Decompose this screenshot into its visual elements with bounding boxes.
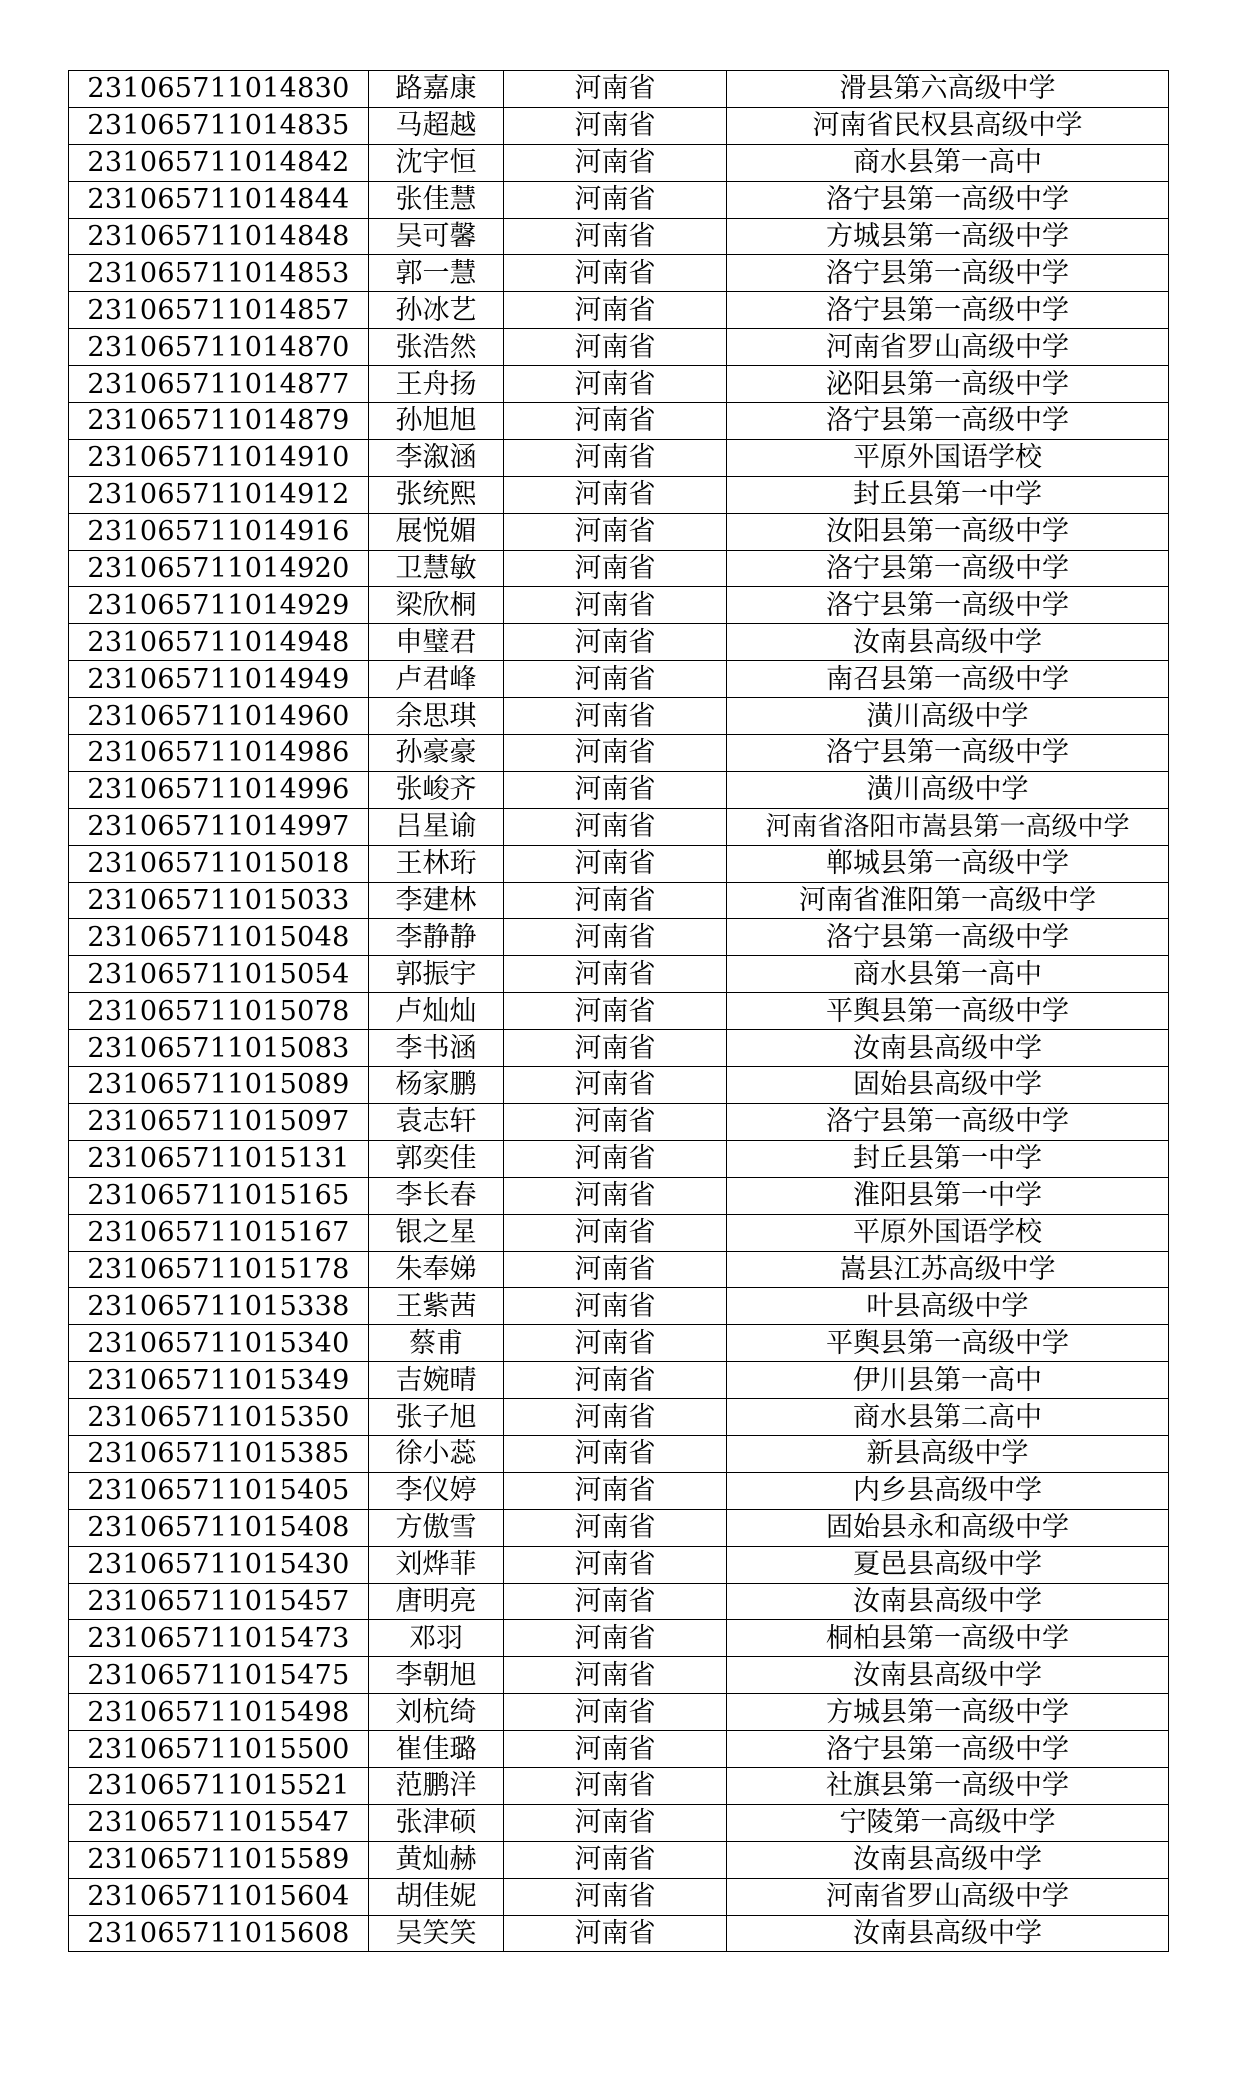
province-cell: 河南省 <box>504 1103 727 1140</box>
exam-id-cell: 231065711014916 <box>69 513 369 550</box>
exam-id-cell: 231065711014949 <box>69 661 369 698</box>
school-cell: 方城县第一高级中学 <box>727 1694 1169 1731</box>
school-cell: 平原外国语学校 <box>727 439 1169 476</box>
exam-id-cell: 231065711014997 <box>69 808 369 845</box>
student-name-cell: 李朝旭 <box>369 1657 504 1694</box>
student-name-cell: 郭奕佳 <box>369 1140 504 1177</box>
student-name-cell: 王林珩 <box>369 845 504 882</box>
exam-id-cell: 231065711015131 <box>69 1140 369 1177</box>
exam-id-cell: 231065711015475 <box>69 1657 369 1694</box>
exam-id-cell: 231065711015457 <box>69 1583 369 1620</box>
exam-id-cell: 231065711015018 <box>69 845 369 882</box>
province-cell: 河南省 <box>504 1804 727 1841</box>
province-cell: 河南省 <box>504 882 727 919</box>
table-row <box>69 439 1169 476</box>
province-cell: 河南省 <box>504 1620 727 1657</box>
school-cell: 社旗县第一高级中学 <box>727 1767 1169 1804</box>
student-name-cell: 袁志轩 <box>369 1103 504 1140</box>
table-row <box>69 771 1169 808</box>
table-row <box>69 1878 1169 1915</box>
school-cell: 夏邑县高级中学 <box>727 1546 1169 1583</box>
province-cell: 河南省 <box>504 1509 727 1546</box>
province-cell: 河南省 <box>504 1915 727 1952</box>
province-cell: 河南省 <box>504 624 727 661</box>
student-name-cell: 张峻齐 <box>369 771 504 808</box>
school-cell: 洛宁县第一高级中学 <box>727 255 1169 292</box>
school-cell: 伊川县第一高中 <box>727 1362 1169 1399</box>
school-cell: 固始县高级中学 <box>727 1067 1169 1104</box>
school-cell: 汝南县高级中学 <box>727 1583 1169 1620</box>
school-cell: 河南省民权县高级中学 <box>727 107 1169 144</box>
student-name-cell: 孙冰艺 <box>369 292 504 329</box>
school-cell: 潢川高级中学 <box>727 771 1169 808</box>
table-row <box>69 476 1169 513</box>
province-cell: 河南省 <box>504 144 727 181</box>
school-cell: 河南省淮阳第一高级中学 <box>727 882 1169 919</box>
student-name-cell: 唐明亮 <box>369 1583 504 1620</box>
table-row <box>69 1731 1169 1768</box>
province-cell: 河南省 <box>504 1694 727 1731</box>
student-name-cell: 杨家鹏 <box>369 1067 504 1104</box>
exam-id-cell: 231065711015165 <box>69 1177 369 1214</box>
student-name-cell: 余思琪 <box>369 698 504 735</box>
province-cell: 河南省 <box>504 1362 727 1399</box>
exam-id-cell: 231065711015178 <box>69 1251 369 1288</box>
student-name-cell: 卢君峰 <box>369 661 504 698</box>
school-cell: 封丘县第一中学 <box>727 476 1169 513</box>
student-name-cell: 孙旭旭 <box>369 403 504 440</box>
student-name-cell: 崔佳璐 <box>369 1731 504 1768</box>
table-row <box>69 1214 1169 1251</box>
school-cell: 洛宁县第一高级中学 <box>727 1731 1169 1768</box>
school-cell: 洛宁县第一高级中学 <box>727 550 1169 587</box>
school-cell: 河南省洛阳市嵩县第一高级中学 <box>727 808 1169 845</box>
student-name-cell: 徐小蕊 <box>369 1435 504 1472</box>
school-cell: 洛宁县第一高级中学 <box>727 403 1169 440</box>
school-cell: 洛宁县第一高级中学 <box>727 735 1169 772</box>
table-row <box>69 882 1169 919</box>
student-name-cell: 沈宇恒 <box>369 144 504 181</box>
table-row <box>69 698 1169 735</box>
student-name-cell: 李建林 <box>369 882 504 919</box>
exam-id-cell: 231065711015547 <box>69 1804 369 1841</box>
student-name-cell: 吉婉晴 <box>369 1362 504 1399</box>
student-name-cell: 申璧君 <box>369 624 504 661</box>
school-cell: 平原外国语学校 <box>727 1214 1169 1251</box>
student-name-cell: 马超越 <box>369 107 504 144</box>
province-cell: 河南省 <box>504 181 727 218</box>
table-row <box>69 1804 1169 1841</box>
exam-id-cell: 231065711014948 <box>69 624 369 661</box>
province-cell: 河南省 <box>504 1546 727 1583</box>
exam-id-cell: 231065711014848 <box>69 218 369 255</box>
table-row <box>69 624 1169 661</box>
exam-id-cell: 231065711014912 <box>69 476 369 513</box>
exam-id-cell: 231065711014857 <box>69 292 369 329</box>
school-cell: 汝阳县第一高级中学 <box>727 513 1169 550</box>
student-name-cell: 李溆涵 <box>369 439 504 476</box>
table-row <box>69 735 1169 772</box>
province-cell: 河南省 <box>504 1140 727 1177</box>
table-row <box>69 1435 1169 1472</box>
province-cell: 河南省 <box>504 1472 727 1509</box>
student-name-cell: 李书涵 <box>369 1030 504 1067</box>
school-cell: 河南省罗山高级中学 <box>727 1878 1169 1915</box>
province-cell: 河南省 <box>504 71 727 108</box>
province-cell: 河南省 <box>504 1251 727 1288</box>
table-row <box>69 1288 1169 1325</box>
province-cell: 河南省 <box>504 1841 727 1878</box>
exam-id-cell: 231065711015500 <box>69 1731 369 1768</box>
table-row <box>69 993 1169 1030</box>
exam-id-cell: 231065711015338 <box>69 1288 369 1325</box>
province-cell: 河南省 <box>504 366 727 403</box>
student-name-cell: 卢灿灿 <box>369 993 504 1030</box>
exam-id-cell: 231065711015604 <box>69 1878 369 1915</box>
province-cell: 河南省 <box>504 845 727 882</box>
school-cell: 商水县第一高中 <box>727 956 1169 993</box>
table-row <box>69 1915 1169 1952</box>
province-cell: 河南省 <box>504 255 727 292</box>
exam-id-cell: 231065711014870 <box>69 329 369 366</box>
province-cell: 河南省 <box>504 1583 727 1620</box>
table-row <box>69 550 1169 587</box>
exam-id-cell: 231065711015078 <box>69 993 369 1030</box>
school-cell: 汝南县高级中学 <box>727 1657 1169 1694</box>
table-row <box>69 1694 1169 1731</box>
student-name-cell: 郭一慧 <box>369 255 504 292</box>
province-cell: 河南省 <box>504 218 727 255</box>
exam-id-cell: 231065711014879 <box>69 403 369 440</box>
exam-id-cell: 231065711015405 <box>69 1472 369 1509</box>
province-cell: 河南省 <box>504 1878 727 1915</box>
student-name-cell: 吴可馨 <box>369 218 504 255</box>
province-cell: 河南省 <box>504 1288 727 1325</box>
student-name-cell: 郭振宇 <box>369 956 504 993</box>
exam-id-cell: 231065711014844 <box>69 181 369 218</box>
school-cell: 封丘县第一中学 <box>727 1140 1169 1177</box>
student-name-cell: 李静静 <box>369 919 504 956</box>
student-name-cell: 路嘉康 <box>369 71 504 108</box>
student-name-cell: 李仪婷 <box>369 1472 504 1509</box>
province-cell: 河南省 <box>504 476 727 513</box>
exam-id-cell: 231065711015589 <box>69 1841 369 1878</box>
province-cell: 河南省 <box>504 1435 727 1472</box>
table-row <box>69 587 1169 624</box>
exam-id-cell: 231065711014830 <box>69 71 369 108</box>
school-cell: 汝南县高级中学 <box>727 1915 1169 1952</box>
student-name-cell: 黄灿赫 <box>369 1841 504 1878</box>
table-row <box>69 1767 1169 1804</box>
school-cell: 平舆县第一高级中学 <box>727 993 1169 1030</box>
student-name-cell: 张统熙 <box>369 476 504 513</box>
school-cell: 方城县第一高级中学 <box>727 218 1169 255</box>
province-cell: 河南省 <box>504 1030 727 1067</box>
table-row <box>69 661 1169 698</box>
exam-id-cell: 231065711014920 <box>69 550 369 587</box>
student-name-cell: 孙豪豪 <box>369 735 504 772</box>
table-row <box>69 292 1169 329</box>
school-cell: 嵩县江苏高级中学 <box>727 1251 1169 1288</box>
student-name-cell: 吕星谕 <box>369 808 504 845</box>
school-cell: 滑县第六高级中学 <box>727 71 1169 108</box>
student-name-cell: 范鹏洋 <box>369 1767 504 1804</box>
exam-id-cell: 231065711015054 <box>69 956 369 993</box>
exam-id-cell: 231065711015608 <box>69 1915 369 1952</box>
student-name-cell: 卫慧敏 <box>369 550 504 587</box>
table-row <box>69 1841 1169 1878</box>
province-cell: 河南省 <box>504 698 727 735</box>
table-row <box>69 1620 1169 1657</box>
exam-id-cell: 231065711014853 <box>69 255 369 292</box>
table-row <box>69 1657 1169 1694</box>
table-row <box>69 956 1169 993</box>
exam-id-cell: 231065711015349 <box>69 1362 369 1399</box>
school-cell: 潢川高级中学 <box>727 698 1169 735</box>
province-cell: 河南省 <box>504 1731 727 1768</box>
exam-id-cell: 231065711014910 <box>69 439 369 476</box>
exam-id-cell: 231065711015083 <box>69 1030 369 1067</box>
province-cell: 河南省 <box>504 292 727 329</box>
roster-table <box>68 70 1169 1952</box>
table-row <box>69 255 1169 292</box>
table-row <box>69 218 1169 255</box>
school-cell: 汝南县高级中学 <box>727 1841 1169 1878</box>
table-row <box>69 1362 1169 1399</box>
table-row <box>69 845 1169 882</box>
student-name-cell: 展悦媚 <box>369 513 504 550</box>
table-row <box>69 1067 1169 1104</box>
province-cell: 河南省 <box>504 808 727 845</box>
exam-id-cell: 231065711014842 <box>69 144 369 181</box>
student-name-cell: 王紫茜 <box>369 1288 504 1325</box>
student-name-cell: 张津硕 <box>369 1804 504 1841</box>
student-name-cell: 吴笑笑 <box>369 1915 504 1952</box>
table-row <box>69 144 1169 181</box>
school-cell: 洛宁县第一高级中学 <box>727 181 1169 218</box>
school-cell: 新县高级中学 <box>727 1435 1169 1472</box>
school-cell: 洛宁县第一高级中学 <box>727 292 1169 329</box>
school-cell: 淮阳县第一中学 <box>727 1177 1169 1214</box>
school-cell: 汝南县高级中学 <box>727 1030 1169 1067</box>
province-cell: 河南省 <box>504 956 727 993</box>
exam-id-cell: 231065711014960 <box>69 698 369 735</box>
table-row <box>69 1251 1169 1288</box>
table-row <box>69 107 1169 144</box>
school-cell: 固始县永和高级中学 <box>727 1509 1169 1546</box>
province-cell: 河南省 <box>504 993 727 1030</box>
table-row <box>69 1103 1169 1140</box>
roster-body <box>69 71 1169 1952</box>
province-cell: 河南省 <box>504 403 727 440</box>
province-cell: 河南省 <box>504 587 727 624</box>
school-cell: 桐柏县第一高级中学 <box>727 1620 1169 1657</box>
student-name-cell: 梁欣桐 <box>369 587 504 624</box>
exam-id-cell: 231065711015167 <box>69 1214 369 1251</box>
exam-id-cell: 231065711014929 <box>69 587 369 624</box>
table-row <box>69 403 1169 440</box>
table-row <box>69 1546 1169 1583</box>
school-cell: 洛宁县第一高级中学 <box>727 587 1169 624</box>
exam-id-cell: 231065711015350 <box>69 1399 369 1436</box>
student-name-cell: 胡佳妮 <box>369 1878 504 1915</box>
student-name-cell: 李长春 <box>369 1177 504 1214</box>
student-name-cell: 银之星 <box>369 1214 504 1251</box>
student-name-cell: 张佳慧 <box>369 181 504 218</box>
table-row <box>69 513 1169 550</box>
exam-id-cell: 231065711015385 <box>69 1435 369 1472</box>
school-cell: 叶县高级中学 <box>727 1288 1169 1325</box>
exam-id-cell: 231065711015408 <box>69 1509 369 1546</box>
province-cell: 河南省 <box>504 550 727 587</box>
exam-id-cell: 231065711015430 <box>69 1546 369 1583</box>
table-row <box>69 1399 1169 1436</box>
exam-id-cell: 231065711015521 <box>69 1767 369 1804</box>
exam-id-cell: 231065711015498 <box>69 1694 369 1731</box>
province-cell: 河南省 <box>504 107 727 144</box>
school-cell: 泌阳县第一高级中学 <box>727 366 1169 403</box>
province-cell: 河南省 <box>504 661 727 698</box>
exam-id-cell: 231065711014877 <box>69 366 369 403</box>
province-cell: 河南省 <box>504 1214 727 1251</box>
table-row <box>69 71 1169 108</box>
province-cell: 河南省 <box>504 1325 727 1362</box>
student-name-cell: 张浩然 <box>369 329 504 366</box>
exam-id-cell: 231065711015473 <box>69 1620 369 1657</box>
table-row <box>69 919 1169 956</box>
student-name-cell: 王舟扬 <box>369 366 504 403</box>
student-name-cell: 邓羽 <box>369 1620 504 1657</box>
table-row <box>69 366 1169 403</box>
school-cell: 商水县第一高中 <box>727 144 1169 181</box>
exam-id-cell: 231065711015340 <box>69 1325 369 1362</box>
exam-id-cell: 231065711015097 <box>69 1103 369 1140</box>
exam-id-cell: 231065711014996 <box>69 771 369 808</box>
exam-id-cell: 231065711014835 <box>69 107 369 144</box>
table-row <box>69 1472 1169 1509</box>
student-name-cell: 刘烨菲 <box>369 1546 504 1583</box>
student-name-cell: 蔡甫 <box>369 1325 504 1362</box>
school-cell: 洛宁县第一高级中学 <box>727 1103 1169 1140</box>
table-row <box>69 1177 1169 1214</box>
student-name-cell: 张子旭 <box>369 1399 504 1436</box>
student-name-cell: 刘杭绮 <box>369 1694 504 1731</box>
school-cell: 宁陵第一高级中学 <box>727 1804 1169 1841</box>
table-row <box>69 1325 1169 1362</box>
table-row <box>69 329 1169 366</box>
student-name-cell: 方傲雪 <box>369 1509 504 1546</box>
exam-id-cell: 231065711015033 <box>69 882 369 919</box>
exam-id-cell: 231065711015048 <box>69 919 369 956</box>
table-row <box>69 1140 1169 1177</box>
table-row <box>69 1583 1169 1620</box>
province-cell: 河南省 <box>504 513 727 550</box>
province-cell: 河南省 <box>504 771 727 808</box>
province-cell: 河南省 <box>504 1399 727 1436</box>
school-cell: 汝南县高级中学 <box>727 624 1169 661</box>
province-cell: 河南省 <box>504 1177 727 1214</box>
table-row <box>69 181 1169 218</box>
province-cell: 河南省 <box>504 439 727 476</box>
province-cell: 河南省 <box>504 919 727 956</box>
table-row <box>69 1509 1169 1546</box>
province-cell: 河南省 <box>504 1067 727 1104</box>
province-cell: 河南省 <box>504 1767 727 1804</box>
province-cell: 河南省 <box>504 1657 727 1694</box>
student-name-cell: 朱奉娣 <box>369 1251 504 1288</box>
table-row <box>69 1030 1169 1067</box>
school-cell: 商水县第二高中 <box>727 1399 1169 1436</box>
province-cell: 河南省 <box>504 329 727 366</box>
exam-id-cell: 231065711014986 <box>69 735 369 772</box>
school-cell: 南召县第一高级中学 <box>727 661 1169 698</box>
table-row <box>69 808 1169 845</box>
school-cell: 河南省罗山高级中学 <box>727 329 1169 366</box>
school-cell: 内乡县高级中学 <box>727 1472 1169 1509</box>
province-cell: 河南省 <box>504 735 727 772</box>
school-cell: 郸城县第一高级中学 <box>727 845 1169 882</box>
exam-id-cell: 231065711015089 <box>69 1067 369 1104</box>
school-cell: 洛宁县第一高级中学 <box>727 919 1169 956</box>
school-cell: 平舆县第一高级中学 <box>727 1325 1169 1362</box>
